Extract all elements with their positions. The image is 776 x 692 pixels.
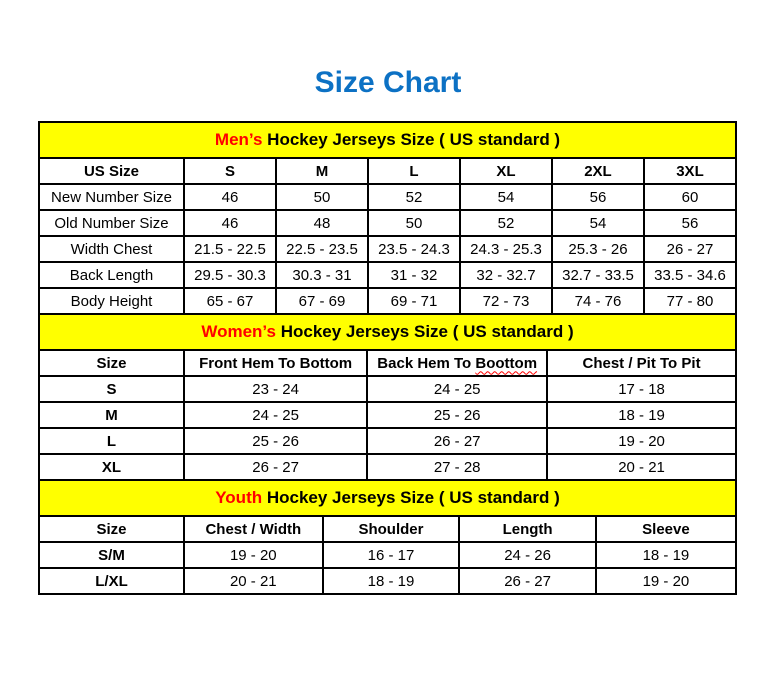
table-row — [39, 568, 736, 594]
column-header: M — [276, 158, 368, 184]
mens-section-highlight: Men’s — [214, 130, 263, 149]
mens-section-header — [39, 122, 736, 158]
size-cell: 18 - 19 — [323, 568, 460, 594]
row-label: Width Chest — [39, 236, 184, 262]
row-label: New Number Size — [39, 184, 184, 210]
size-cell: 72 - 73 — [460, 288, 552, 314]
size-cell: 69 - 71 — [368, 288, 460, 314]
table-row — [39, 402, 736, 428]
column-header: Size — [39, 350, 184, 376]
column-header: Front Hem To Bottom — [184, 350, 367, 376]
column-header: L — [368, 158, 460, 184]
youth-column-header-row — [39, 516, 736, 542]
column-header: Length — [459, 516, 596, 542]
table-row — [39, 454, 736, 480]
size-cell: 23.5 - 24.3 — [368, 236, 460, 262]
womens-section-row — [39, 314, 736, 350]
table-row — [39, 236, 736, 262]
youth-section-highlight: Youth — [215, 488, 263, 507]
size-cell: 25 - 26 — [367, 402, 547, 428]
size-cell: 46 — [184, 210, 276, 236]
column-header: 3XL — [644, 158, 736, 184]
column-header: Size — [39, 516, 184, 542]
womens-section-header — [39, 314, 736, 350]
column-header: US Size — [39, 158, 184, 184]
size-cell: 30.3 - 31 — [276, 262, 368, 288]
row-label: Old Number Size — [39, 210, 184, 236]
size-cell: 19 - 20 — [596, 568, 736, 594]
youth-section-row — [39, 480, 736, 516]
row-label: Body Height — [39, 288, 184, 314]
size-cell: 25 - 26 — [184, 428, 367, 454]
womens-column-header-row — [39, 350, 736, 376]
size-cell: 60 — [644, 184, 736, 210]
size-cell: 18 - 19 — [547, 402, 736, 428]
size-tables — [38, 121, 737, 595]
mens-section-row — [39, 122, 736, 158]
size-cell: 20 - 21 — [547, 454, 736, 480]
size-cell: 19 - 20 — [184, 542, 323, 568]
size-cell: 31 - 32 — [368, 262, 460, 288]
table-row — [39, 288, 736, 314]
size-cell: 22.5 - 23.5 — [276, 236, 368, 262]
column-header: 2XL — [552, 158, 644, 184]
size-cell: 52 — [460, 210, 552, 236]
row-label: S/M — [39, 542, 184, 568]
size-cell: 17 - 18 — [547, 376, 736, 402]
youth-section-header — [39, 480, 736, 516]
column-header — [367, 350, 547, 376]
size-cell: 56 — [552, 184, 644, 210]
youth-size-table — [38, 479, 737, 595]
womens-section-title: Hockey Jerseys Size ( US standard ) — [275, 322, 574, 341]
row-label: L/XL — [39, 568, 184, 594]
size-cell: 33.5 - 34.6 — [644, 262, 736, 288]
size-cell: 74 - 76 — [552, 288, 644, 314]
mens-column-header-row — [39, 158, 736, 184]
youth-section-title: Hockey Jerseys Size ( US standard ) — [262, 488, 560, 507]
size-cell: 48 — [276, 210, 368, 236]
size-cell: 65 - 67 — [184, 288, 276, 314]
size-cell: 24 - 25 — [184, 402, 367, 428]
table-row — [39, 262, 736, 288]
size-cell: 16 - 17 — [323, 542, 460, 568]
size-cell: 77 - 80 — [644, 288, 736, 314]
size-cell: 26 - 27 — [459, 568, 596, 594]
row-label: XL — [39, 454, 184, 480]
table-row — [39, 542, 736, 568]
size-cell: 24.3 - 25.3 — [460, 236, 552, 262]
size-cell: 50 — [368, 210, 460, 236]
size-cell: 50 — [276, 184, 368, 210]
size-cell: 32.7 - 33.5 — [552, 262, 644, 288]
column-header: XL — [460, 158, 552, 184]
size-cell: 25.3 - 26 — [552, 236, 644, 262]
column-header: Shoulder — [323, 516, 460, 542]
row-label: S — [39, 376, 184, 402]
table-row — [39, 428, 736, 454]
size-cell: 26 - 27 — [184, 454, 367, 480]
size-cell: 20 - 21 — [184, 568, 323, 594]
size-cell: 67 - 69 — [276, 288, 368, 314]
table-row — [39, 210, 736, 236]
row-label: L — [39, 428, 184, 454]
womens-section-highlight: Women’s — [201, 322, 276, 341]
womens-size-table — [38, 313, 737, 481]
size-cell: 18 - 19 — [596, 542, 736, 568]
mens-size-table — [38, 121, 737, 315]
column-header: Sleeve — [596, 516, 736, 542]
size-cell: 26 - 27 — [367, 428, 547, 454]
row-label: M — [39, 402, 184, 428]
size-cell: 56 — [644, 210, 736, 236]
mens-section-title: Hockey Jerseys Size ( US standard ) — [262, 130, 561, 149]
misspelled-word: Boottom — [475, 354, 538, 372]
column-header: Chest / Width — [184, 516, 323, 542]
size-cell: 23 - 24 — [184, 376, 367, 402]
size-cell: 27 - 28 — [367, 454, 547, 480]
column-header: Chest / Pit To Pit — [547, 350, 736, 376]
size-cell: 24 - 26 — [459, 542, 596, 568]
column-header: S — [184, 158, 276, 184]
row-label: Back Length — [39, 262, 184, 288]
table-row — [39, 184, 736, 210]
size-cell: 19 - 20 — [547, 428, 736, 454]
size-cell: 29.5 - 30.3 — [184, 262, 276, 288]
size-cell: 54 — [460, 184, 552, 210]
size-cell: 26 - 27 — [644, 236, 736, 262]
page-title: Size Chart — [314, 66, 462, 99]
size-cell: 54 — [552, 210, 644, 236]
size-cell: 46 — [184, 184, 276, 210]
column-header-text: Back Hem To — [377, 354, 476, 372]
size-cell: 21.5 - 22.5 — [184, 236, 276, 262]
table-row — [39, 376, 736, 402]
size-cell: 24 - 25 — [367, 376, 547, 402]
size-cell: 32 - 32.7 — [460, 262, 552, 288]
size-cell: 52 — [368, 184, 460, 210]
